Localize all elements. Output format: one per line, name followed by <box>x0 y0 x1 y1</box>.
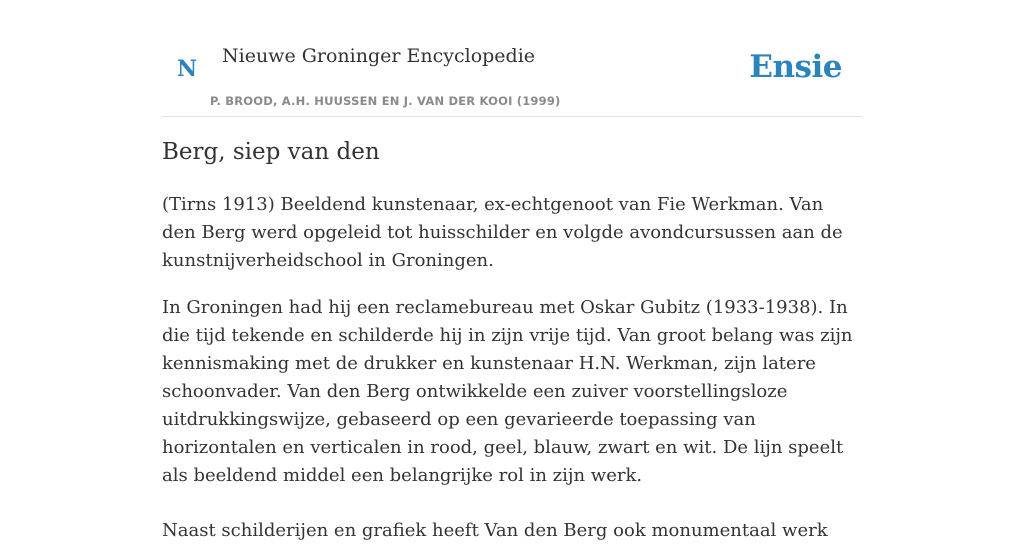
entry-paragraph: In Groningen had hij een reclamebureau met Oskar Gubitz (1933-1938). In die tijd tekende en schilderde hij in zijn vrije tijd. Van groot belang was zijn kennismaking met de drukker en kunstenaar H.N. Werkman, zijn latere schoonvader. Van den Berg ontwikkelde een zuiver voorstellingsloze uitdrukkingswijze, gebaseerd op een gevarieerde toepassing van horizontalen en verticalen in rood, geel, blauw, zwart en wit. De lijn speelt als beeldend middel een belangrijke rol in zijn werk. <box>162 297 853 486</box>
ensie-brand-logo[interactable]: Ensie <box>749 49 842 85</box>
entry-body <box>162 191 862 545</box>
encyclopedia-title-link[interactable]: Nieuwe Groninger Encyclopedie <box>222 45 536 67</box>
entry-title: Berg, siep van den <box>162 139 380 165</box>
page <box>162 0 862 541</box>
encyclopedia-header <box>162 0 862 117</box>
entry-paragraph: Naast schilderijen en grafiek heeft Van den Berg ook monumentaal werk <box>162 520 828 541</box>
authors-line: P. BROOD, A.H. HUUSSEN EN J. VAN DER KOOI (1999) <box>210 94 561 108</box>
encyclopedia-logo[interactable]: N <box>177 56 198 82</box>
entry-paragraph: (Tirns 1913) Beeldend kunstenaar, ex-echtgenoot van Fie Werkman. Van den Berg werd opgeleid tot huisschilder en volgde avondcursussen aan de kunstnijverheidschool in Groningen. <box>162 194 843 271</box>
